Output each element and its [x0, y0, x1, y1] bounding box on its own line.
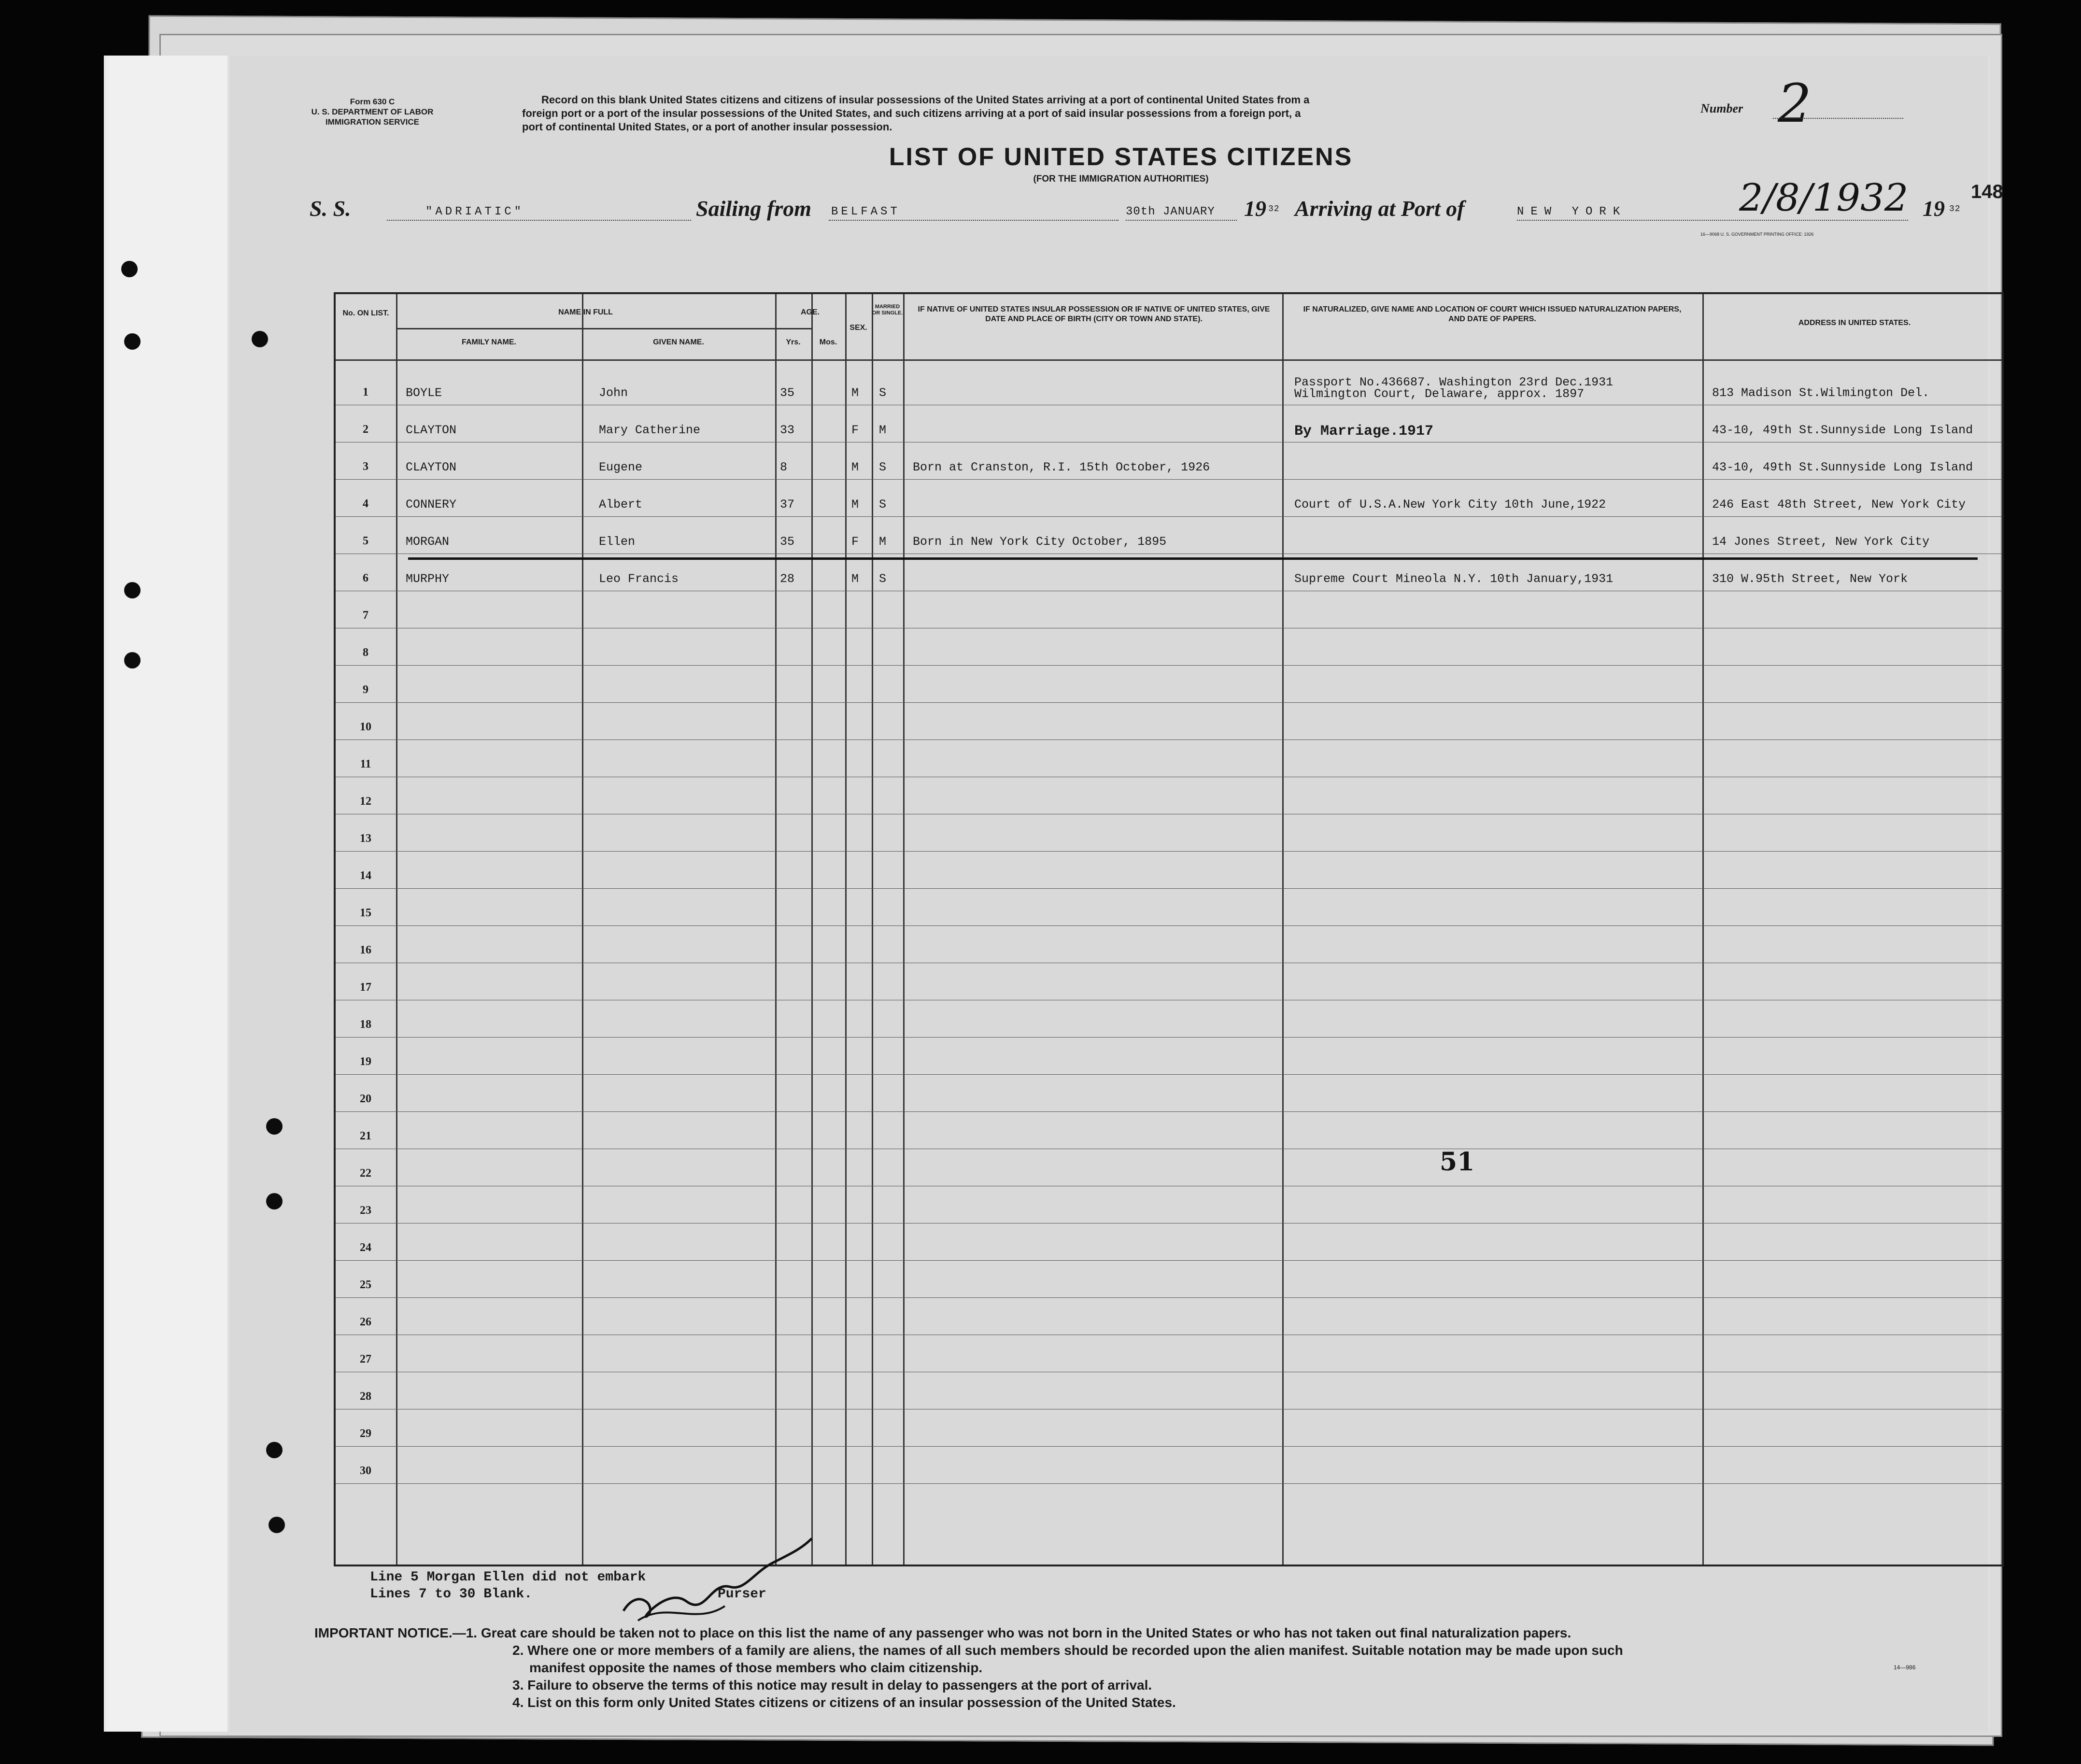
- sailing-date: 30th JANUARY: [1126, 205, 1215, 218]
- row-number: 3: [363, 460, 368, 473]
- row-number: 8: [363, 646, 368, 659]
- row-rule: [336, 851, 2002, 852]
- ss-label: S. S.: [310, 196, 351, 221]
- cell-sex: M: [851, 572, 859, 586]
- row-rule: [336, 925, 2002, 926]
- important-notice: [314, 1624, 1981, 1711]
- row-number: 18: [360, 1018, 371, 1031]
- cell-address: 310 W.95th Street, New York: [1712, 572, 1908, 586]
- row-number: 22: [360, 1167, 371, 1180]
- arrival-port: NEW YORK: [1517, 205, 1627, 218]
- cell-yrs: 28: [780, 572, 795, 586]
- cell-naturalized-line2: Wilmington Court, Delaware, approx. 1897: [1294, 387, 1585, 401]
- notice-item: manifest opposite the names of those members who claim citizenship.: [529, 1660, 983, 1675]
- row-number: 16: [360, 944, 371, 956]
- cell-yrs: 35: [780, 535, 795, 549]
- cell-sex: M: [851, 498, 859, 512]
- row-number: 13: [360, 832, 371, 845]
- embark-note: Line 5 Morgan Ellen did not embark: [370, 1570, 646, 1585]
- cell-birth: Born in New York City October, 1895: [913, 535, 1167, 549]
- cell-given: Leo Francis: [599, 572, 679, 586]
- cell-family: CLAYTON: [406, 423, 457, 437]
- binding-margin: [107, 56, 227, 1732]
- cell-birth: Born at Cranston, R.I. 15th October, 1926: [913, 460, 1210, 474]
- binder-hole: [252, 331, 268, 347]
- instruction-line: foreign port or a port of the insular possessions of the United States, and such citizens arriving at a port of said insular possessions from a foreign port, a: [522, 107, 1301, 119]
- binder-hole: [269, 1517, 285, 1533]
- purser-signature: [609, 1529, 850, 1625]
- col-header-name-in-full: NAME IN FULL: [558, 308, 613, 316]
- form-identification: [285, 97, 459, 127]
- cell-address: 246 East 48th Street, New York City: [1712, 498, 1966, 512]
- col-header-married-single: MARRIED OR SINGLE.: [872, 304, 903, 316]
- row-number: 1: [363, 386, 368, 398]
- row-rule: [336, 479, 2002, 480]
- col-header-age: AGE.: [800, 308, 820, 316]
- col-header-insular-native: IF NATIVE OF UNITED STATES INSULAR POSSESSION OR IF NATIVE OF UNITED STATES, GIVE DATE AND PLACE OF BIRTH (CITY OR TOWN AND STATE).: [918, 305, 1270, 323]
- row-number: 21: [360, 1130, 371, 1142]
- binder-hole: [266, 1442, 283, 1458]
- form-number: Form 630 C: [350, 97, 395, 106]
- cell-yrs: 8: [780, 460, 788, 474]
- page-subtitle: (FOR THE IMMIGRATION AUTHORITIES): [1033, 174, 1209, 184]
- number-label: Number: [1700, 101, 1743, 115]
- binder-hole: [266, 1193, 283, 1209]
- row-rule: [336, 1483, 2002, 1484]
- sailing-from-label: Sailing from: [696, 196, 812, 221]
- notice-item: 3. Failure to observe the terms of this notice may result in delay to passengers at the port of arrival.: [512, 1678, 1152, 1693]
- row-rule: [336, 1074, 2002, 1075]
- cell-naturalized-line1: By Marriage.1917: [1294, 423, 1434, 440]
- binder-hole: [124, 582, 141, 598]
- cell-given: Ellen: [599, 535, 636, 549]
- passenger-table: [334, 292, 2004, 1566]
- row-5-strikethrough: [408, 557, 1978, 560]
- binder-hole: [124, 333, 141, 350]
- row-number: 26: [360, 1316, 371, 1328]
- cell-sex: F: [851, 535, 859, 549]
- row-rule: [336, 702, 2002, 703]
- cell-sex: F: [851, 423, 859, 437]
- list-number: [1700, 72, 1918, 134]
- purser-label: Purser: [718, 1587, 766, 1602]
- row-rule: [336, 1297, 2002, 1298]
- binder-hole: [266, 1118, 283, 1135]
- row-number: 4: [363, 498, 368, 510]
- ship-name: "ADRIATIC": [425, 205, 524, 218]
- col-header-mos: Mos.: [819, 338, 837, 346]
- col-header-family-name: FAMILY NAME.: [462, 338, 516, 346]
- row-number: 29: [360, 1427, 371, 1440]
- notice-heading: IMPORTANT NOTICE.: [314, 1625, 453, 1640]
- row-rule: [336, 1037, 2002, 1038]
- arrival-date-handwritten: 2/8/1932: [1739, 176, 1909, 220]
- cell-sex: M: [851, 460, 859, 474]
- cell-marital: M: [879, 535, 887, 549]
- arrival-year-prefix: 19: [1923, 196, 1945, 221]
- row-number: 14: [360, 869, 371, 882]
- cell-naturalized-line1: Court of U.S.A.New York City 10th June,1922: [1294, 498, 1606, 512]
- cell-address: 14 Jones Street, New York City: [1712, 535, 1930, 549]
- row-number: 20: [360, 1093, 371, 1105]
- cell-yrs: 35: [780, 386, 795, 400]
- row-rule: [336, 1111, 2002, 1112]
- row-number: 11: [360, 758, 371, 770]
- binder-hole: [121, 261, 138, 277]
- cell-yrs: 37: [780, 498, 795, 512]
- row-number: 25: [360, 1279, 371, 1291]
- arrival-year-suffix: 32: [1949, 204, 1961, 214]
- col-header-yrs: Yrs.: [786, 338, 801, 346]
- instruction-line: port of continental United States, or a port of another insular possession.: [522, 121, 892, 133]
- departure-port: BELFAST: [831, 205, 900, 218]
- row-number: 6: [363, 572, 368, 584]
- cell-marital: S: [879, 572, 887, 586]
- instruction-line: Record on this blank United States citizens and citizens of insular possessions of the United States arriving at a port of continental United States from a: [541, 94, 1310, 106]
- row-number: 19: [360, 1055, 371, 1068]
- cell-given: Albert: [599, 498, 643, 512]
- notice-item: 4. List on this form only United States citizens or citizens of an insular possession of the United States.: [512, 1695, 1176, 1710]
- cell-marital: M: [879, 423, 887, 437]
- row-number: 9: [363, 683, 368, 696]
- row-rule: [336, 1446, 2002, 1447]
- arriving-label: Arriving at Port of: [1295, 196, 1465, 221]
- cell-yrs: 33: [780, 423, 795, 437]
- form-instructions: [522, 93, 1758, 134]
- blank-lines-note: Lines 7 to 30 Blank.: [370, 1587, 533, 1602]
- cell-marital: S: [879, 460, 887, 474]
- number-value: 2: [1778, 72, 1812, 134]
- cell-given: John: [599, 386, 628, 400]
- notice-item: —1. Great care should be taken not to place on this list the name of any passenger who was not born in the United States or who has not taken out final naturalization papers.: [452, 1625, 1571, 1640]
- row-number: 2: [363, 423, 368, 436]
- cell-address: 813 Madison St.Wilmington Del.: [1712, 386, 1930, 400]
- cell-marital: S: [879, 498, 887, 512]
- row-number: 15: [360, 907, 371, 919]
- row-number: 27: [360, 1353, 371, 1366]
- manifest-page: [104, 56, 2003, 1732]
- col-header-given-name: GIVEN NAME.: [653, 338, 704, 346]
- notice-item: 2. Where one or more members of a family are aliens, the names of all such members should be recorded upon the alien manifest. Suitable notation may be made upon such: [512, 1643, 1623, 1658]
- printer-note: 16—9068 U. S. GOVERNMENT PRINTING OFFICE: 1926: [1700, 232, 1814, 237]
- cell-given: Eugene: [599, 460, 643, 474]
- margin-note: 51: [1440, 1147, 1475, 1177]
- row-rule: [336, 665, 2002, 666]
- cell-given: Mary Catherine: [599, 423, 701, 437]
- col-header-address: ADDRESS IN UNITED STATES.: [1798, 319, 1911, 327]
- row-rule: [336, 888, 2002, 889]
- row-number: 7: [363, 609, 368, 622]
- row-number: 30: [360, 1465, 371, 1477]
- cell-address: 43-10, 49th St.Sunnyside Long Island: [1712, 460, 1973, 474]
- row-number: 17: [360, 981, 371, 994]
- row-number: 23: [360, 1204, 371, 1217]
- row-rule: [336, 1260, 2002, 1261]
- cell-naturalized-line1: Supreme Court Mineola N.Y. 10th January,1931: [1294, 572, 1614, 586]
- form-code: 14—986: [1894, 1664, 1916, 1671]
- col-header-naturalized: IF NATURALIZED, GIVE NAME AND LOCATION OF COURT WHICH ISSUED NATURALIZATION PAPERS, AND DATE OF PAPERS.: [1303, 305, 1682, 323]
- page-number: 148: [1971, 181, 2003, 202]
- cell-marital: S: [879, 386, 887, 400]
- cell-family: BOYLE: [406, 386, 442, 400]
- department-name: U. S. DEPARTMENT OF LABOR: [311, 107, 434, 116]
- service-name: IMMIGRATION SERVICE: [326, 117, 419, 127]
- cell-address: 43-10, 49th St.Sunnyside Long Island: [1712, 423, 1973, 437]
- year-suffix: 32: [1268, 204, 1280, 214]
- col-header-no: No. ON LIST.: [342, 309, 389, 317]
- cell-family: MURPHY: [406, 572, 450, 586]
- binder-hole: [124, 652, 141, 669]
- row-number: 24: [360, 1241, 371, 1254]
- cell-naturalized-line1: Passport No.436687. Washington 23rd Dec.1931: [1294, 375, 1614, 389]
- col-header-sex: SEX.: [849, 324, 867, 332]
- row-number: 28: [360, 1390, 371, 1403]
- row-number: 12: [360, 795, 371, 808]
- cell-family: CONNERY: [406, 498, 457, 512]
- page-title: LIST OF UNITED STATES CITIZENS: [889, 143, 1353, 171]
- year-prefix: 19: [1244, 196, 1266, 221]
- row-number: 10: [360, 721, 371, 733]
- cell-sex: M: [851, 386, 859, 400]
- cell-family: CLAYTON: [406, 460, 457, 474]
- cell-family: MORGAN: [406, 535, 450, 549]
- row-rule: [336, 516, 2002, 517]
- row-number: 5: [363, 535, 368, 547]
